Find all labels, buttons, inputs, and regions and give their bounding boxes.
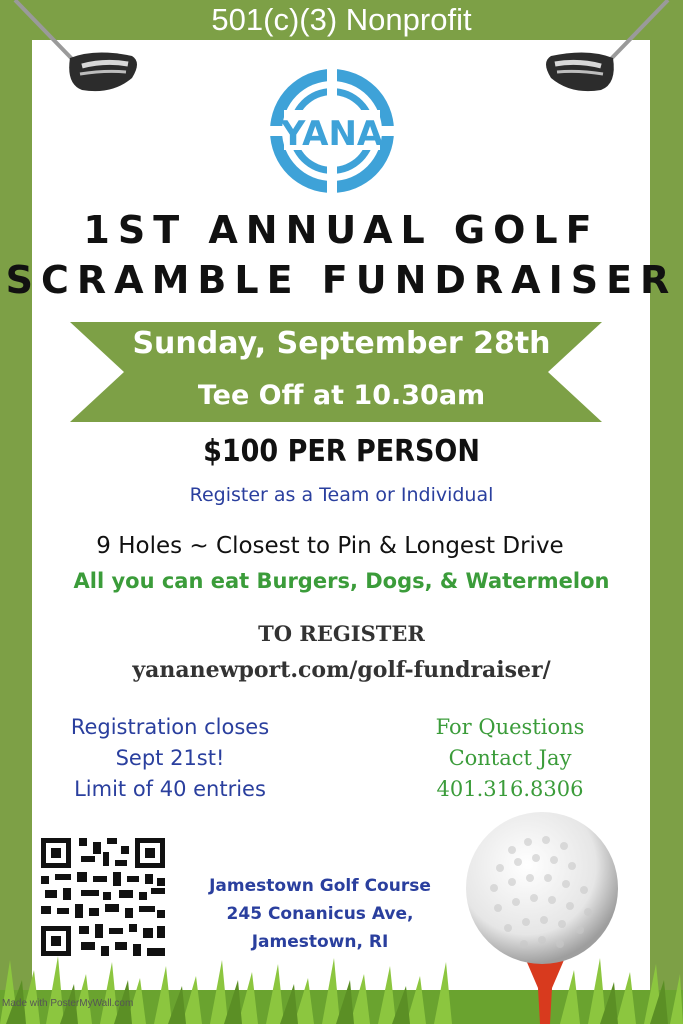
contact-phone[interactable]: 401.316.8306 <box>436 777 584 801</box>
registration-deadline <box>30 712 310 805</box>
price: $100 PER PERSON <box>203 434 480 469</box>
questions-contact <box>370 712 650 805</box>
logo-text: YANA <box>280 114 384 154</box>
register-url[interactable]: yananewport.com/golf-fundraiser/ <box>132 657 551 683</box>
entry-limit: Limit of 40 entries <box>74 777 266 801</box>
venue-city: Jamestown, RI <box>251 932 389 952</box>
venue-name: Jamestown Golf Course <box>209 876 431 896</box>
golf-club-right-icon <box>533 0 683 100</box>
nonprofit-badge: 501(c)(3) Nonprofit <box>211 2 472 37</box>
event-title-line2: SCRAMBLE FUNDRAISER <box>5 258 678 302</box>
closes-line2: Sept 21st! <box>115 746 225 770</box>
golf-ball-icon <box>460 810 630 1024</box>
register-as: Register as a Team or Individual <box>189 484 494 506</box>
watermark: Made with PosterMyWall.com <box>2 998 134 1009</box>
register-heading: TO REGISTER <box>258 621 425 646</box>
tee-off-time: Tee Off at 10.30am <box>197 380 486 411</box>
venue-address <box>170 872 470 956</box>
holes-info: 9 Holes ~ Closest to Pin & Longest Drive <box>96 533 564 559</box>
closes-line1: Registration closes <box>70 715 270 739</box>
qr-code-icon[interactable] <box>41 838 165 956</box>
questions-line2: Contact Jay <box>448 746 572 770</box>
event-date: Sunday, September 28th <box>132 326 551 361</box>
yana-logo <box>254 66 410 196</box>
food-info: All you can eat Burgers, Dogs, & Watermelon <box>73 569 610 593</box>
event-title-line1: 1ST ANNUAL GOLF <box>83 208 600 252</box>
venue-street: 245 Conanicus Ave, <box>226 904 414 924</box>
questions-line1: For Questions <box>435 715 585 739</box>
golf-club-left-icon <box>0 0 150 100</box>
